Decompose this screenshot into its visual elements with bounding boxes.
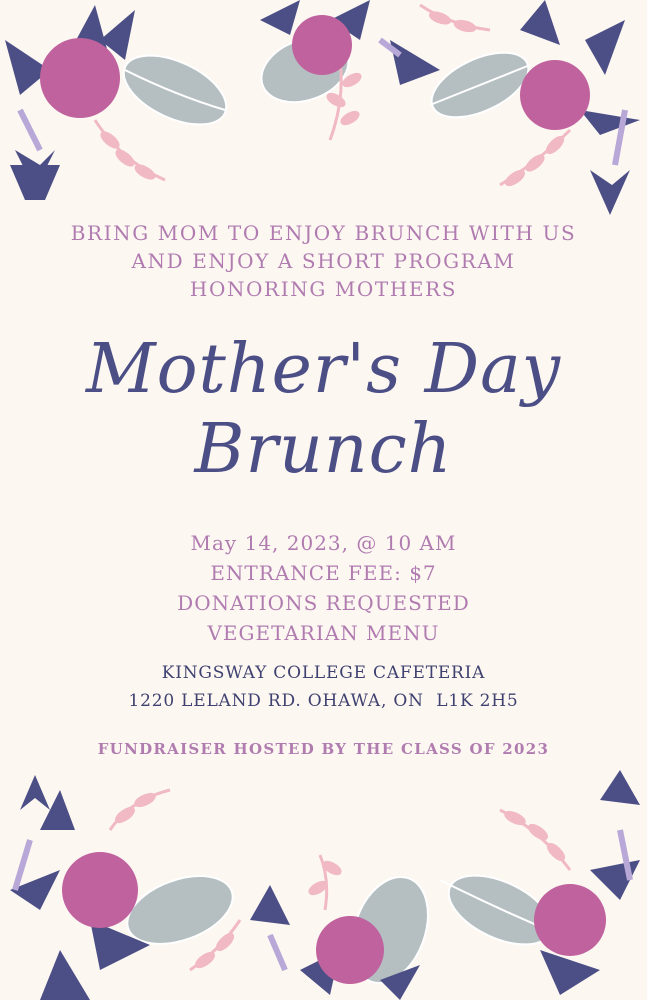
venue-info xyxy=(0,659,647,715)
event-date: May 14, 2023, @ 10 AM xyxy=(190,531,457,555)
entrance-fee: ENTRANCE FEE: $7 xyxy=(210,561,437,585)
title-line-1: Mother's Day xyxy=(85,330,562,409)
fundraiser-note: FUNDRAISER HOSTED BY THE CLASS OF 2023 xyxy=(97,740,550,758)
bottom-floral-border xyxy=(0,770,647,1000)
title-line-2: Brunch xyxy=(194,410,453,489)
event-details xyxy=(0,528,647,648)
donations-note: DONATIONS REQUESTED xyxy=(177,591,470,615)
menu-note: VEGETARIAN MENU xyxy=(207,621,440,645)
intro-line-1: BRING MOM TO ENJOY BRUNCH WITH US xyxy=(70,221,577,245)
intro-line-2: AND ENJOY A SHORT PROGRAM xyxy=(131,249,516,273)
intro-text xyxy=(0,219,647,303)
venue-name: KINGSWAY COLLEGE CAFETERIA xyxy=(161,663,486,683)
top-floral-border xyxy=(0,0,647,225)
intro-line-3: HONORING MOTHERS xyxy=(189,277,458,301)
event-title xyxy=(0,330,647,490)
venue-address: 1220 LELAND RD. OHAWA, ON L1K 2H5 xyxy=(128,691,519,711)
